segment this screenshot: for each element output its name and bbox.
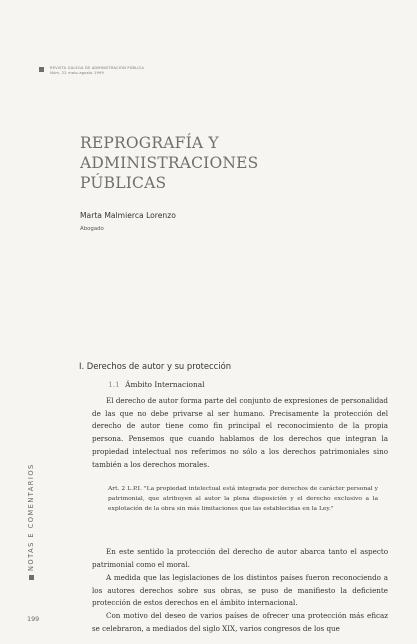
subsection-number: 1.1 [108,380,120,389]
side-label-text: NOTAS E COMENTARIOS [27,463,35,571]
author-role: Abogado [80,226,104,232]
author-name: Marta Malmierca Lorenzo [80,211,176,220]
section-heading: I. Derechos de autor y su protección [79,361,232,371]
paragraph-4: Con motivo del deseo de varios países de ofrecer una protección más eficaz se celebraron, a mediados del siglo XIX, varios congresos de los que [92,611,388,633]
journal-info [50,66,144,76]
legal-quote [108,484,378,514]
subsection-heading [108,380,205,389]
article-title-line2: PÚBLICAS [80,174,167,192]
section-side-label [27,463,35,580]
article-title [80,133,400,193]
quote-reference: Art. 2 L.P.I. [108,485,142,492]
side-square-icon [29,575,34,580]
page-number: 199 [27,615,40,623]
quote-text: "La propiedad intelectual está integrada por derechos de carácter personal y patrimonial, que atribuyen al autor la plena disposición y el derecho exclusivo a la explotación de la obra sin más limitaciones que las establecidas en la Ley." [108,485,378,512]
journal-name: REVISTA GALEGA DE ADMINISTRACIÓN PÚBLICA [50,66,145,70]
paragraph-3: A medida que las legislaciones de los distintos países fueron reconociendo a los autores derechos sobre sus obras, se puso de manifiesto la deficiente protección de estos derechos en el ámbito internacional. [92,573,388,608]
subsection-title: Ámbito Internacional [125,380,205,389]
journal-header [39,66,144,76]
article-title-line1: REPROGRAFÍA Y ADMINISTRACIONES [80,134,259,172]
journal-square-icon [39,67,44,72]
paragraph-1: El derecho de autor forma parte del conjunto de expresiones de personalidad de las que no debe privarse al ser humano. Precisamente la protección del derecho de autor tiene como fin principal el reconocimiento de la propia persona. Pensemos que cuando hablamos de los derechos que integran la propiedad intelectual nos referimos no sólo a los derechos patrimoniales sino también a los derechos morales. [92,396,388,469]
paragraph-2: En este sentido la protección del derecho de autor abarca tanto el aspecto patrimonial como el moral. [92,547,388,569]
journal-issue: Núm. 22 maio-agosto 1999 [50,71,104,75]
